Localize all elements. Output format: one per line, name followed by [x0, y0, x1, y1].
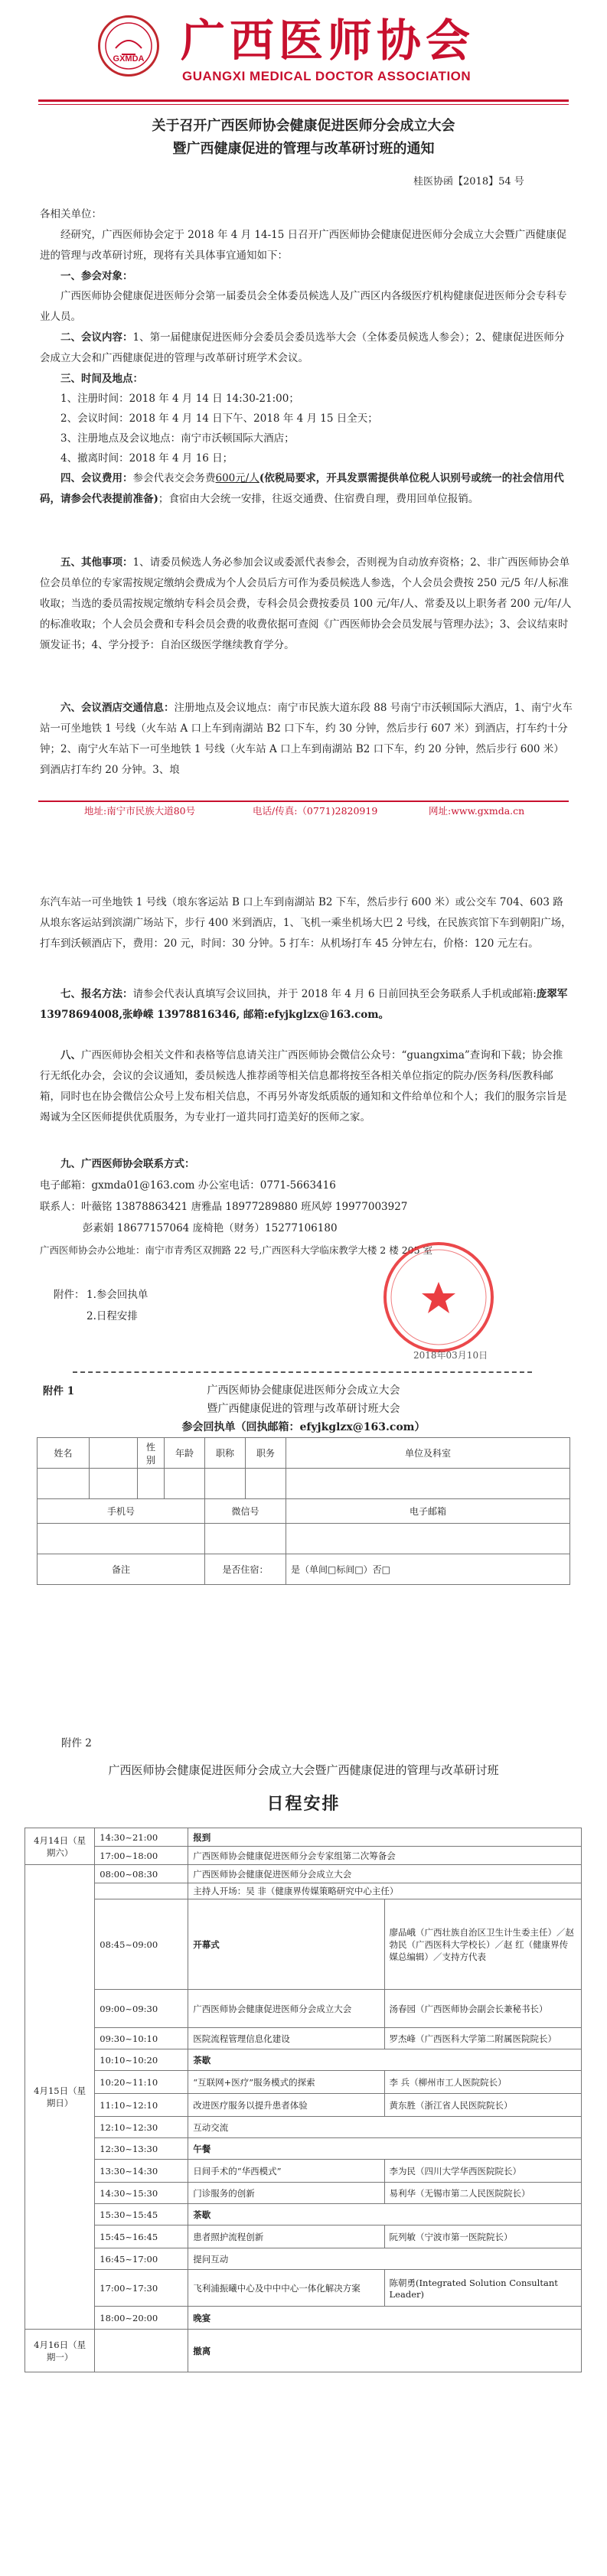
schedule-topic: 茶歇	[188, 2049, 582, 2071]
form-input-wechat[interactable]	[205, 1524, 286, 1554]
form-input-email[interactable]	[286, 1524, 570, 1554]
s4-text2: ；食宿由大会统一安排，往返交通费、住宿费自理，费用回单位报销。	[158, 493, 479, 505]
appendix2-label: 附件 2	[61, 1737, 92, 1749]
form-label-phone: 手机号	[38, 1499, 205, 1524]
schedule-day: 4月15日（星期日）	[25, 1865, 95, 2330]
form-empty-cell[interactable]	[38, 1469, 90, 1499]
s8-paragraph	[40, 1045, 573, 1128]
s3-item-4: 4、撤离时间：2018 年 4 月 16 日；	[60, 452, 233, 465]
registration-form	[37, 1437, 570, 1585]
letterhead	[0, 0, 607, 115]
schedule-topic: 改进医疗服务以提升患者体验	[188, 2094, 384, 2117]
schedule-time: 08:00~08:30	[95, 1865, 188, 1883]
s7-text: 请参会代表认真填写会议回执，并于 2018 年 4 月 6 日前回执至会务联系人手机或邮箱:	[132, 988, 537, 1000]
salutation: 各相关单位：	[40, 208, 102, 220]
s9-address: 广西医师协会办公地址：南宁市青秀区双拥路 22 号,广西医科大学临床教学大楼 2 楼 205 室	[40, 1244, 433, 1256]
schedule-speaker: 李为民（四川大学华西医院院长）	[384, 2160, 581, 2183]
schedule-speaker: 李 兵（柳州市工人医院院长）	[384, 2071, 581, 2094]
form-label-room: 是否住宿：	[205, 1554, 286, 1585]
schedule-time: 15:45~16:45	[95, 2225, 188, 2248]
s6-text-p1: 注册地点及会议地点：南宁市民族大道东段 88 号南宁市沃顿国际大酒店，1、南宁火车站一可坐地铁 1 号线（火车站 A 口上车到南湖站 B2 口下车，约 30 分钟，然后步行 607 米）到酒店，打车约十分钟；2、南宁火车站下一可坐地铁 1 号线（火车站 A 口上车到南湖站 B2 口下车，约 20 分钟，然后步行 600 米）到酒店打车约 20 分钟。3、埌	[40, 702, 573, 776]
schedule-time	[95, 2330, 188, 2372]
s5-paragraph	[40, 553, 573, 656]
schedule-row	[25, 2049, 582, 2071]
schedule-speaker: 陈朝勇(Integrated Solution Consultant Leader)	[384, 2270, 581, 2307]
schedule-row	[25, 2225, 582, 2248]
attachment-1: 1.参会回执单	[86, 1289, 148, 1301]
schedule-row	[25, 2183, 582, 2204]
schedule-topic: 医院流程管理信息化建设	[188, 2028, 384, 2049]
schedule-time: 09:00~09:30	[95, 1990, 188, 2028]
form-room-options[interactable]: 是（单间□标间□）否□	[286, 1554, 570, 1585]
schedule-speaker: 汤春园（广西医师协会副会长兼秘书长）	[384, 1990, 581, 2028]
doc-title-line1: 关于召开广西医师协会健康促进医师分会成立大会	[152, 118, 455, 134]
s7-contacts: 庞翠军 13978694008,张峥嵘 13978816346, 邮箱:efyjkglzx@163.com。	[40, 988, 568, 1021]
org-name-en: GUANGXI MEDICAL DOCTOR ASSOCIATION	[182, 69, 472, 83]
form-empty-cell[interactable]	[286, 1469, 570, 1499]
form-label-remark: 备注	[38, 1554, 205, 1585]
schedule-topic: 患者照护流程创新	[188, 2225, 384, 2248]
s3-item-3: 3、注册地点及会议地点：南宁市沃顿国际大酒店；	[60, 432, 295, 445]
appendix1-title3: 参会回执单（回执邮箱：efyjkglzx@163.com）	[181, 1421, 426, 1433]
schedule-time: 09:30~10:10	[95, 2028, 188, 2049]
schedule-time: 10:20~11:10	[95, 2071, 188, 2094]
s4-fee: 600元/人	[215, 472, 259, 484]
s5-text: 1、请委员候选人务必参加会议或委派代表参会，否则视为自动放弃资格；2、非广西医师协会单位会员单位的专家需按规定缴纳会费成为个人会员后方可作为委员候选人参选，个人会员会费按 250 元/5 年/人标准收取；当选的委员需按规定缴纳专科会员会费，专科会员会费按委员 100 元/年/人、常委及以上职务者 200 元/年/人的标准收取；个人会员会费和专科会员会费的收费依据可查阅《广西医师协会会员发展与管理办法》；3、会议结束时颁发证书；4、学分授予：自治区级医学继续教育学分。	[40, 556, 572, 651]
s2-heading: 二、会议内容：	[60, 331, 133, 344]
schedule-row	[25, 2117, 582, 2138]
schedule-time	[95, 1883, 188, 1899]
schedule-time: 12:30~13:30	[95, 2138, 188, 2160]
schedule-topic: 撤离	[188, 2330, 582, 2372]
header-rule-thin	[38, 104, 569, 105]
schedule-day: 4月14日（星期六）	[25, 1828, 95, 1865]
s9-email: 电子邮箱：gxmda01@163.com 办公室电话：0771-5663416	[40, 1179, 336, 1192]
doc-number: 桂医协函【2018】54 号	[413, 176, 524, 187]
schedule-speaker: 黄东胜（浙江省人民医院院长）	[384, 2094, 581, 2117]
schedule-title: 日程安排	[266, 1794, 341, 1814]
attachments-label: 附件：	[54, 1289, 85, 1301]
schedule-table	[24, 1828, 582, 2372]
schedule-time: 17:00~18:00	[95, 1847, 188, 1865]
schedule-day: 4月16日（星期一）	[25, 2330, 95, 2372]
s2-paragraph	[40, 328, 573, 369]
schedule-row	[25, 2330, 582, 2372]
form-label-age: 年龄	[165, 1438, 205, 1469]
s6-paragraph	[40, 698, 573, 781]
form-input-name[interactable]	[90, 1438, 138, 1469]
appendix2-title: 广西医师协会健康促进医师分会成立大会暨广西健康促进的管理与改革研讨班	[108, 1763, 499, 1777]
form-empty-cell[interactable]	[138, 1469, 165, 1499]
org-name-cn: 广西医师协会	[181, 15, 475, 67]
schedule-topic: “互联网+医疗”服务模式的探索	[188, 2071, 384, 2094]
schedule-speaker: 阮列敏（宁波市第一医院院长）	[384, 2225, 581, 2248]
s1-heading: 一、参会对象：	[60, 270, 133, 282]
form-empty-cell[interactable]	[90, 1469, 138, 1499]
schedule-topic: 互动交流	[188, 2117, 582, 2138]
form-label-wechat: 微信号	[205, 1499, 286, 1524]
schedule-topic: 广西医师协会健康促进医师分会成立大会	[188, 1865, 582, 1883]
form-label-email: 电子邮箱	[286, 1499, 570, 1524]
schedule-row	[25, 2160, 582, 2183]
schedule-row	[25, 2270, 582, 2307]
form-empty-cell[interactable]	[205, 1469, 246, 1499]
appendix1-title1: 广西医师协会健康促进医师分会成立大会	[207, 1384, 400, 1397]
schedule-row	[25, 1899, 582, 1990]
schedule-row	[25, 1883, 582, 1899]
s4-paragraph	[40, 468, 573, 510]
schedule-topic: 报到	[188, 1828, 582, 1847]
s7-paragraph	[40, 984, 573, 1026]
logo-text: GXMDA	[113, 54, 145, 64]
schedule-time: 12:10~12:30	[95, 2117, 188, 2138]
s4-bold-text: (依税局要求，开具发票需提供单位税人识别号或统一的社会信用代码，请参会代表提前准备)	[40, 472, 564, 505]
appendix1-title2: 暨广西健康促进的管理与改革研讨班大会	[207, 1403, 400, 1415]
schedule-speaker: 罗杰峰（广西医科大学第二附属医院院长）	[384, 2028, 581, 2049]
s9-heading: 九、广西医师协会联系方式：	[60, 1158, 195, 1170]
schedule-speaker: 廖品峨（广西壮族自治区卫生计生委主任）／赵勃民（广西医科大学校长）／赵 红（健康界传媒总编辑）／支持方代表	[384, 1899, 581, 1990]
schedule-row	[25, 2094, 582, 2117]
schedule-time: 17:00~17:30	[95, 2270, 188, 2307]
schedule-topic: 广西医师协会健康促进医师分会专家组第二次筹备会	[188, 1847, 582, 1865]
schedule-topic: 提问互动	[188, 2248, 582, 2270]
schedule-time: 11:10~12:10	[95, 2094, 188, 2117]
footer-address: 地址:南宁市民族大道80号	[84, 805, 196, 817]
form-label-name: 姓名	[38, 1438, 90, 1469]
form-label-gender: 性别	[138, 1438, 165, 1469]
schedule-row	[25, 2071, 582, 2094]
form-label-unit: 单位及科室	[286, 1438, 570, 1469]
footer-website: 网址:www.gxmda.cn	[429, 805, 525, 817]
schedule-table-wrap	[24, 1828, 582, 2372]
form-empty-cell[interactable]	[246, 1469, 286, 1499]
header-rule	[38, 99, 569, 102]
schedule-row	[25, 2138, 582, 2160]
dashed-separator	[73, 1371, 532, 1373]
schedule-topic: 开幕式	[188, 1899, 384, 1990]
form-label-title: 职称	[205, 1438, 246, 1469]
s8-heading: 八、	[60, 1049, 81, 1061]
footer-rule	[38, 801, 569, 802]
s6-text-p2: 东汽车站一可坐地铁 1 号线（埌东客运站 B 口上车到南湖站 B2 下车，然后步行 600 米）或公交车 704、603 路从埌东客运站到滨湖广场站下，步行 400 米到酒店，1、飞机一乘坐机场大巴 2 号线，在民族宾馆下车到朝阳广场，打车到沃顿酒店下，费用：20 元，时间：30 分钟。5 打车：从机场打车 45 分钟左右，价格：120 元左右。	[40, 896, 572, 950]
s5-heading: 五、其他事项：	[60, 556, 133, 569]
schedule-time: 18:00~20:00	[95, 2307, 188, 2330]
footer-phone: 电话/传真:（0771)2820919	[253, 805, 378, 817]
s7-heading: 七、报名方法：	[60, 988, 133, 1000]
s9-contacts-1: 联系人：叶薇铭 13878863421 唐雅晶 18977289880 班风婷 19977003927	[40, 1201, 408, 1213]
s3-item-2: 2、会议时间：2018 年 4 月 14 日下午、2018 年 4 月 15 日全天；	[60, 412, 378, 425]
s9-contacts-2: 彭素娟 18677157064 庞椅艳（财务）15277106180	[83, 1222, 338, 1234]
doc-title-line2: 暨广西健康促进的管理与改革研讨班的通知	[172, 141, 435, 157]
seal-date: 2018年03月10日	[413, 1350, 488, 1361]
schedule-row	[25, 1865, 582, 1883]
s1-text: 广西医师协会健康促进医师分会第一届委员会全体委员候选人及广西区内各级医疗机构健康促进医师分会专科专业人员。	[40, 290, 567, 323]
schedule-time: 16:45~17:00	[95, 2248, 188, 2270]
schedule-speaker: 易利华（无锡市第二人民医院院长）	[384, 2183, 581, 2204]
schedule-time: 14:30~21:00	[95, 1828, 188, 1847]
schedule-time: 13:30~14:30	[95, 2160, 188, 2183]
schedule-time: 08:45~09:00	[95, 1899, 188, 1990]
schedule-row	[25, 1990, 582, 2028]
form-input-phone[interactable]	[38, 1524, 205, 1554]
schedule-topic: 茶歇	[188, 2204, 582, 2225]
s3-heading: 三、时间及地点：	[60, 373, 143, 385]
s2-text: 1、第一届健康促进医师分会委员会委员选举大会（全体委员候选人参会）；2、健康促进医师分会成立大会和广西健康促进的管理与改革研讨班学术会议。	[40, 331, 565, 364]
schedule-topic: 飞利浦振曦中心及中中中心一体化解决方案	[188, 2270, 384, 2307]
schedule-topic: 午餐	[188, 2138, 582, 2160]
schedule-row	[25, 2307, 582, 2330]
intro-paragraph: 经研究，广西医师协会定于 2018 年 4 月 14-15 日召开广西医师协会健康促进医师分会成立大会暨广西健康促进的管理与改革研讨班，现将有关具体事宜通知如下：	[40, 229, 567, 262]
schedule-row	[25, 1828, 582, 1847]
schedule-topic: 主持人开场：吴 非（健康界传媒策略研究中心主任）	[188, 1883, 582, 1899]
s4-heading: 四、会议费用：	[60, 472, 133, 484]
schedule-row	[25, 2248, 582, 2270]
schedule-row	[25, 2028, 582, 2049]
s3-item-1: 1、注册时间：2018 年 4 月 14 日 14:30-21:00；	[60, 393, 299, 405]
attachment-2: 2.日程安排	[86, 1310, 138, 1322]
schedule-topic: 门诊服务的创新	[188, 2183, 384, 2204]
schedule-time: 14:30~15:30	[95, 2183, 188, 2204]
schedule-time: 10:10~10:20	[95, 2049, 188, 2071]
gxmda-logo	[98, 15, 159, 77]
form-empty-cell[interactable]	[165, 1469, 205, 1499]
s4-text1: 参会代表交会务费	[132, 472, 216, 484]
official-seal	[381, 1240, 496, 1355]
schedule-time: 15:30~15:45	[95, 2204, 188, 2225]
s6-heading: 六、会议酒店交通信息：	[60, 702, 175, 714]
s8-text: 广西医师协会相关文件和表格等信息请关注广西医师协会微信公众号：“guangxima”查询和下载；协会推行无纸化办会，会议的会议通知，委员候选人推荐函等相关信息都将按至各相关单位指定的院办/医务科/医教科邮箱，同时也在协会微信公众号上发布相关信息，不再另外寄发纸质版的通知和文件给单位和个人；我们的服务宗旨是竭诚为全区医师提供优质服务，为专业打一道共同打造美好的医师之家。	[40, 1049, 567, 1123]
schedule-row	[25, 2204, 582, 2225]
schedule-topic: 日间手术的“华西模式”	[188, 2160, 384, 2183]
schedule-topic: 晚宴	[188, 2307, 582, 2330]
form-label-position: 职务	[246, 1438, 286, 1469]
appendix1-label: 附件 1	[43, 1385, 75, 1397]
schedule-row	[25, 1847, 582, 1865]
schedule-topic: 广西医师协会健康促进医师分会成立大会	[188, 1990, 384, 2028]
